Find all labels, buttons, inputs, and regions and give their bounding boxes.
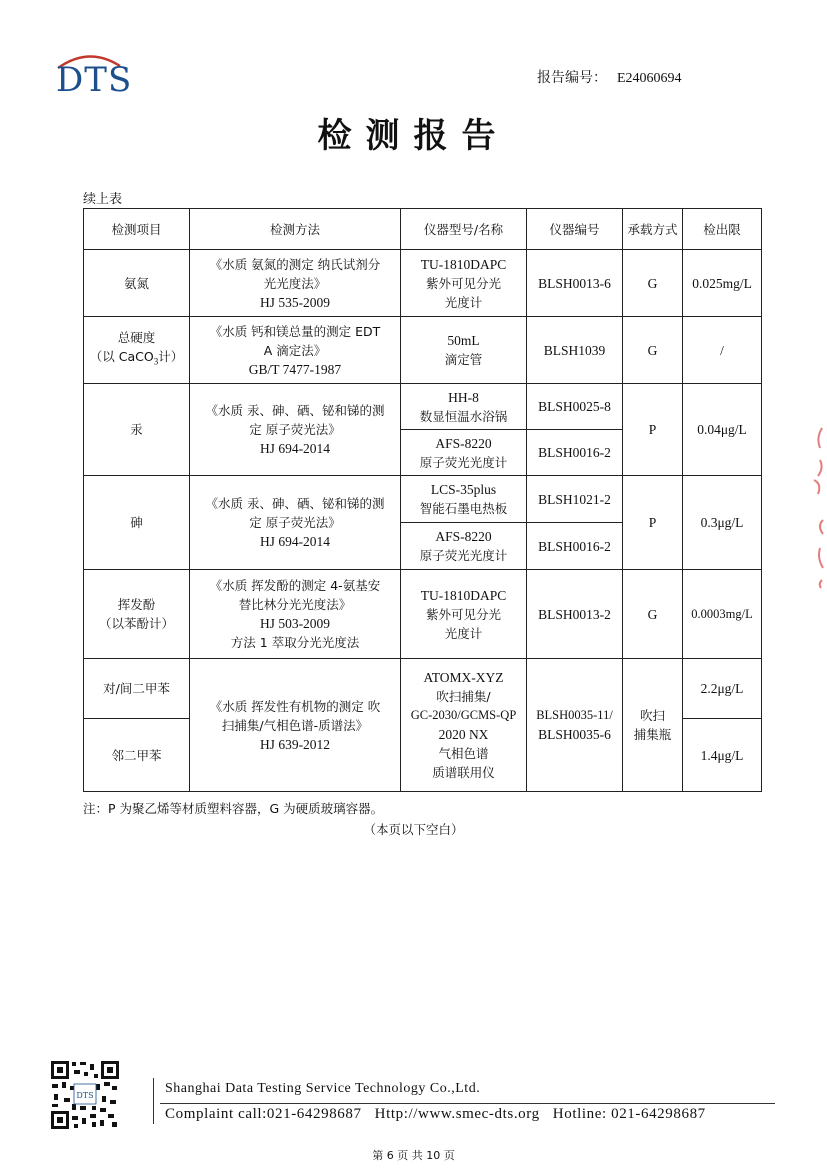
qr-code-icon [50, 1060, 120, 1130]
item-cell: 对/间二甲苯 [84, 659, 190, 719]
method-cell: 《水质 汞、砷、硒、铋和锑的测 定 原子荧光法》 HJ 694-2014 [190, 476, 401, 570]
table-row-ammonia [84, 250, 762, 317]
carrier-cell: P [623, 384, 683, 476]
table-header-row [84, 209, 762, 250]
instrument-cell: LCS-35plus 智能石墨电热板 [401, 476, 527, 523]
method-cell: 《水质 钙和镁总量的测定 EDT A 滴定法》 GB/T 7477-1987 [190, 317, 401, 384]
limit-cell: 0.04μg/L [683, 384, 762, 476]
header-carrier: 承载方式 [623, 209, 683, 250]
table-row-mercury [84, 384, 762, 430]
instrument-cell: TU-1810DAPC 紫外可见分光 光度计 [401, 570, 527, 659]
page-title: 检测报告 [317, 116, 510, 156]
complaint-call: Complaint call:021-64298687 [165, 1106, 362, 1122]
website-link[interactable]: Http://www.smec-dts.org [374, 1106, 540, 1122]
continued-label: 续上表 [83, 192, 123, 207]
limit-cell: / [683, 317, 762, 384]
report-number-label: 报告编号： [537, 70, 607, 86]
item-cell: 邻二甲苯 [84, 719, 190, 792]
instrument-no-cell: BLSH0016-2 [527, 430, 623, 476]
table-row-xylene-mp [84, 659, 762, 719]
method-cell: 《水质 挥发酚的测定 4-氨基安 替比林分光光度法》 HJ 503-2009 方法 1 萃取分光光度法 [190, 570, 401, 659]
instrument-cell: AFS-8220 原子荧光光度计 [401, 430, 527, 476]
header-instrument: 仪器型号/名称 [401, 209, 527, 250]
item-cell: 氨氮 [84, 250, 190, 317]
limit-cell: 0.3μg/L [683, 476, 762, 570]
header-limit: 检出限 [683, 209, 762, 250]
item-cell: 总硬度 （以 CaCO$_3$计） [84, 317, 190, 384]
company-logo [50, 52, 133, 102]
header-item: 检测项目 [84, 209, 190, 250]
item-cell: 汞 [84, 384, 190, 476]
instrument-no-cell: BLSH0013-2 [527, 570, 623, 659]
footer-vertical-rule [153, 1078, 154, 1124]
carrier-cell: G [623, 317, 683, 384]
item-cell: 砷 [84, 476, 190, 570]
footer-company: Shanghai Data Testing Service Technology Co.,Ltd. [165, 1081, 481, 1096]
instrument-no-cell: BLSH0025-8 [527, 384, 623, 430]
limit-cell: 0.0003mg/L [683, 570, 762, 659]
instrument-cell: TU-1810DAPC 紫外可见分光 光度计 [401, 250, 527, 317]
stamp-mark-icon [808, 420, 827, 590]
blank-note: （本页以下空白） [363, 822, 464, 837]
footer-contact [165, 1106, 706, 1123]
instrument-cell: 50mL 滴定管 [401, 317, 527, 384]
qr-logo-text: DTS [76, 1091, 94, 1100]
table-row-arsenic [84, 476, 762, 523]
instrument-cell: ATOMX-XYZ 吹扫捕集/ GC-2030/GCMS-QP 2020 NX 气相色谱 质谱联用仪 [401, 659, 527, 792]
carrier-cell: G [623, 250, 683, 317]
header-instrument-no: 仪器编号 [527, 209, 623, 250]
page-number: 第 6 页 共 10 页 [372, 1149, 455, 1162]
method-cell: 《水质 挥发性有机物的测定 吹 扫捕集/气相色谱-质谱法》 HJ 639-2012 [190, 659, 401, 792]
limit-cell: 0.025mg/L [683, 250, 762, 317]
report-number-value: E24060694 [617, 71, 682, 86]
footer-divider [160, 1103, 775, 1104]
instrument-no-cell: BLSH0013-6 [527, 250, 623, 317]
instrument-no-cell: BLSH0016-2 [527, 523, 623, 570]
logo-text: DTS [56, 60, 133, 100]
carrier-cell: G [623, 570, 683, 659]
instrument-no-cell: BLSH1039 [527, 317, 623, 384]
hotline: Hotline: 021-64298687 [552, 1106, 706, 1122]
table-row-hardness [84, 317, 762, 384]
header-method: 检测方法 [190, 209, 401, 250]
instrument-cell: AFS-8220 原子荧光光度计 [401, 523, 527, 570]
limit-cell: 2.2μg/L [683, 659, 762, 719]
table-note: 注：P 为聚乙烯等材质塑料容器，G 为硬质玻璃容器。 [83, 801, 384, 816]
limit-cell: 1.4μg/L [683, 719, 762, 792]
table-row-phenol [84, 570, 762, 659]
method-cell: 《水质 氨氮的测定 纳氏试剂分 光光度法》 HJ 535-2009 [190, 250, 401, 317]
item-cell: 挥发酚 （以苯酚计） [84, 570, 190, 659]
results-table [83, 208, 762, 792]
report-number [537, 67, 682, 87]
instrument-no-cell: BLSH0035-11/ BLSH0035-6 [527, 659, 623, 792]
instrument-cell: HH-8 数显恒温水浴锅 [401, 384, 527, 430]
carrier-cell: 吹扫 捕集瓶 [623, 659, 683, 792]
carrier-cell: P [623, 476, 683, 570]
instrument-no-cell: BLSH1021-2 [527, 476, 623, 523]
method-cell: 《水质 汞、砷、硒、铋和锑的测 定 原子荧光法》 HJ 694-2014 [190, 384, 401, 476]
